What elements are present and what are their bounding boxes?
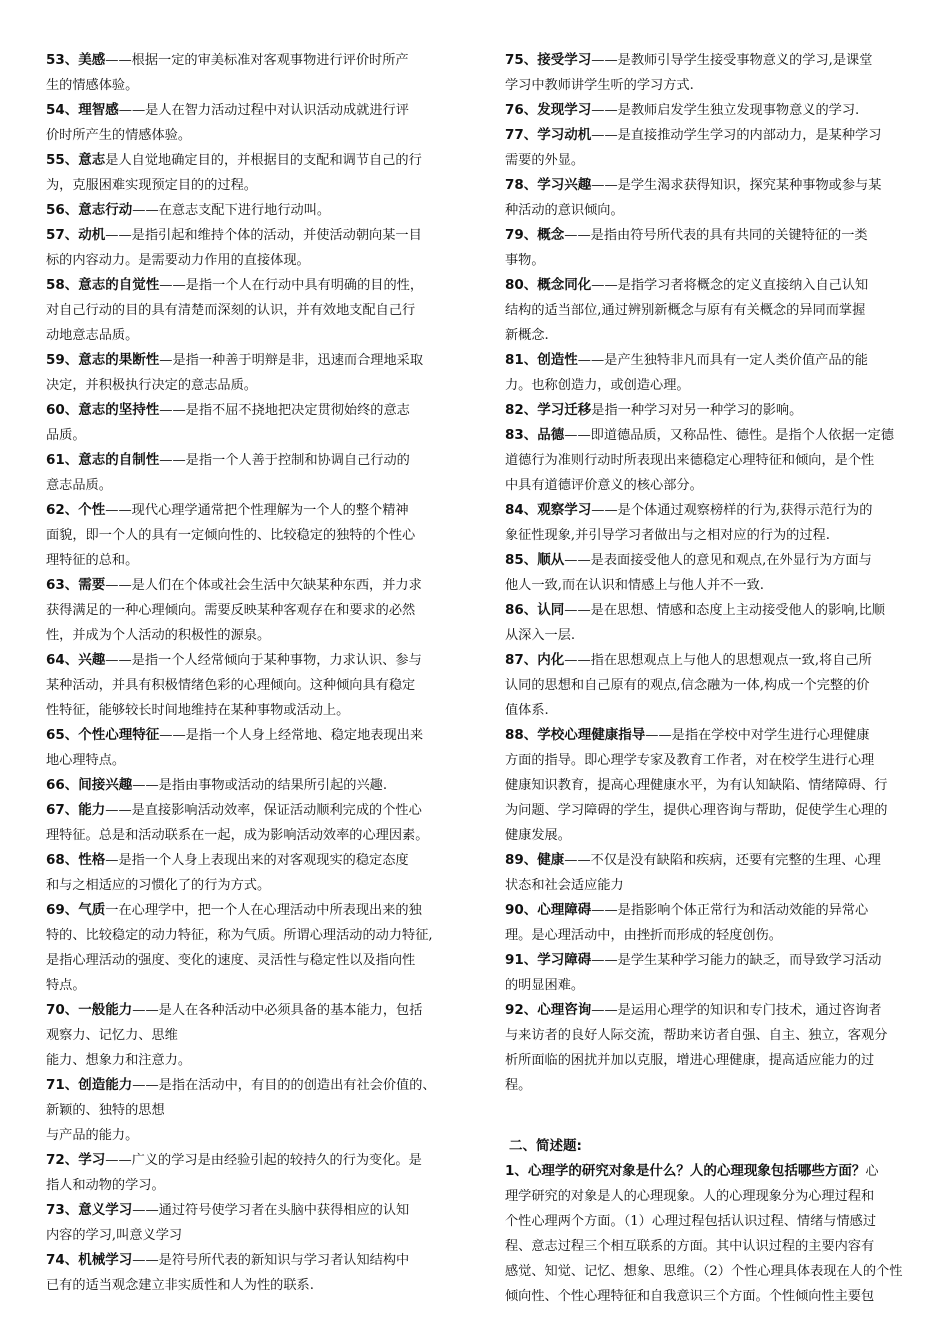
section-heading: 二、简述题: bbox=[509, 1138, 582, 1154]
question-1-line: 倾向性、个性心理特征和自我意识三个方面。个性倾向性主要包 bbox=[505, 1289, 875, 1304]
definition-text: 对自己行动的目的具有清楚而深刻的认识，并有效地支配自己行 bbox=[46, 303, 416, 318]
definition-text: 能力、想象力和注意力。 bbox=[46, 1053, 192, 1068]
definition-text: ——是教师引导学生接受事物意义的学习,是课堂 bbox=[591, 53, 873, 68]
term-label: 81、创造性 bbox=[505, 352, 578, 368]
term-label: 91、学习障碍 bbox=[505, 952, 592, 968]
term-label: 86、认同 bbox=[505, 602, 565, 618]
term-entry bbox=[505, 173, 907, 223]
term-label: 62、个性 bbox=[46, 502, 106, 518]
entry-line bbox=[46, 898, 456, 923]
entry-line bbox=[46, 648, 456, 673]
entry-line bbox=[46, 373, 456, 398]
entry-line bbox=[505, 373, 907, 398]
term-entry bbox=[505, 98, 907, 123]
entry-line bbox=[46, 573, 456, 598]
definition-text: ——是学生某种学习能力的缺乏，而导致学习活动 bbox=[591, 953, 882, 968]
definition-text: ——广义的学习是由经验引起的较持久的行为变化。是 bbox=[105, 1153, 422, 1168]
definition-text: 学习中教师讲学生听的学习方式. bbox=[505, 78, 694, 93]
definition-text: —是指一个人身上表现出来的对客观现实的稳定态度 bbox=[105, 853, 409, 868]
definition-text: ——在意志支配下进行地行动叫。 bbox=[132, 203, 331, 218]
entry-line bbox=[46, 748, 456, 773]
term-label: 70、一般能力 bbox=[46, 1002, 133, 1018]
entry-line bbox=[46, 198, 456, 223]
entry-line bbox=[505, 973, 907, 998]
entry-line bbox=[46, 273, 456, 298]
entry-line bbox=[505, 273, 907, 298]
definition-text: ——是指影响个体正常行为和活动效能的异常心 bbox=[591, 903, 869, 918]
entry-line bbox=[46, 223, 456, 248]
term-entry bbox=[46, 98, 456, 148]
term-entry bbox=[46, 348, 456, 398]
definition-text: 事物。 bbox=[505, 253, 545, 268]
entry-line bbox=[505, 798, 907, 823]
definition-text: ——是符号所代表的新知识与学习者认知结构中 bbox=[132, 1253, 410, 1268]
definition-text: ——是人在各种活动中必须具备的基本能力，包括 bbox=[132, 1003, 423, 1018]
definition-text: 理。是心理活动中，由挫折而形成的轻度创伤。 bbox=[505, 928, 782, 943]
definition-text: ——是指一个人善于控制和协调自己行动的 bbox=[159, 453, 410, 468]
definition-text: 析所面临的困扰并加以克服，增进心理健康，提高适应能力的过 bbox=[505, 1053, 875, 1068]
entry-line bbox=[505, 923, 907, 948]
entry-line bbox=[46, 448, 456, 473]
term-entry bbox=[46, 1073, 456, 1148]
term-label: 79、概念 bbox=[505, 227, 565, 243]
entry-line bbox=[46, 673, 456, 698]
term-entry bbox=[46, 1198, 456, 1248]
term-entry bbox=[505, 223, 907, 273]
term-entry bbox=[505, 648, 907, 723]
term-label: 64、兴趣 bbox=[46, 652, 106, 668]
term-entry bbox=[46, 498, 456, 573]
term-entry bbox=[505, 123, 907, 173]
definition-text: 方面的指导。即心理学专家及教育工作者，对在校学生进行心理 bbox=[505, 753, 875, 768]
definition-text: 力。也称创造力，或创造心理。 bbox=[505, 378, 690, 393]
definition-text: 值体系. bbox=[505, 703, 549, 718]
entry-line bbox=[46, 1248, 456, 1273]
term-label: 85、顺从 bbox=[505, 552, 565, 568]
entry-line bbox=[505, 1048, 907, 1073]
entry-line bbox=[505, 748, 907, 773]
definition-text: 生的情感体验。 bbox=[46, 78, 139, 93]
term-label: 58、意志的自觉性 bbox=[46, 277, 160, 293]
term-label: 56、意志行动 bbox=[46, 202, 133, 218]
term-entry bbox=[46, 198, 456, 223]
entry-line bbox=[505, 523, 907, 548]
definition-text: ——即道德品质，又称品性、德性。是指个人依据一定德 bbox=[564, 428, 894, 443]
entry-line bbox=[46, 98, 456, 123]
definition-text: ——是指在学校中对学生进行心理健康 bbox=[645, 728, 870, 743]
definition-text: 从深入一层. bbox=[505, 628, 576, 643]
entry-line bbox=[505, 298, 907, 323]
definition-text: 动地意志品质。 bbox=[46, 328, 139, 343]
definition-text: 获得满足的一种心理倾向。需要反映某种客观存在和要求的必然 bbox=[46, 603, 416, 618]
term-label: 68、性格 bbox=[46, 852, 106, 868]
term-entry bbox=[46, 648, 456, 723]
definition-text: ——是指引起和维持个体的活动，并使活动朝向某一目 bbox=[105, 228, 422, 243]
entry-line bbox=[505, 623, 907, 648]
definition-text: 与来访者的良好人际交流，帮助来访者自强、自主、独立，客观分 bbox=[505, 1028, 888, 1043]
entry-line bbox=[505, 323, 907, 348]
term-entry bbox=[505, 848, 907, 898]
term-label: 90、心理障碍 bbox=[505, 902, 592, 918]
definition-text: ——是运用心理学的知识和专门技术，通过咨询者 bbox=[591, 1003, 882, 1018]
entry-line bbox=[46, 923, 456, 948]
term-entry bbox=[46, 723, 456, 773]
entry-line bbox=[46, 473, 456, 498]
term-label: 60、意志的坚持性 bbox=[46, 402, 160, 418]
entry-line bbox=[505, 148, 907, 173]
definition-text: ——是表面接受他人的意见和观点,在外显行为方面与 bbox=[564, 553, 872, 568]
term-entry bbox=[505, 548, 907, 598]
entry-line bbox=[505, 598, 907, 623]
entry-line bbox=[505, 98, 907, 123]
entry-line bbox=[46, 1023, 456, 1048]
term-entry bbox=[46, 448, 456, 498]
entry-line bbox=[505, 348, 907, 373]
entry-line bbox=[505, 198, 907, 223]
term-label: 75、接受学习 bbox=[505, 52, 592, 68]
definition-text: 面貌，即一个人的具有一定倾向性的、比较稳定的独特的个性心 bbox=[46, 528, 416, 543]
term-entry bbox=[46, 848, 456, 898]
term-entry bbox=[505, 48, 907, 98]
entry-line bbox=[46, 598, 456, 623]
term-entry bbox=[46, 1148, 456, 1198]
definition-text: ——是指一个人身上经常地、稳定地表现出来 bbox=[159, 728, 424, 743]
question-1-line: 程、意志过程三个相互联系的方面。其中认识过程的主要内容有 bbox=[505, 1239, 875, 1254]
entry-line bbox=[505, 698, 907, 723]
term-label: 53、美感 bbox=[46, 52, 106, 68]
entry-line bbox=[46, 248, 456, 273]
entry-line bbox=[46, 523, 456, 548]
entry-line bbox=[46, 548, 456, 573]
entry-line bbox=[505, 48, 907, 73]
definition-text: 品质。 bbox=[46, 428, 86, 443]
entry-line bbox=[46, 848, 456, 873]
definition-text: 内容的学习,叫意义学习 bbox=[46, 1228, 183, 1243]
term-label: 72、学习 bbox=[46, 1152, 106, 1168]
definition-text: ——是教师启发学生独立发现事物意义的学习. bbox=[591, 103, 860, 118]
definition-text: ——是人在智力活动过程中对认识活动成就进行评 bbox=[118, 103, 409, 118]
entry-line bbox=[505, 1023, 907, 1048]
term-entry bbox=[46, 398, 456, 448]
term-label: 54、理智感 bbox=[46, 102, 119, 118]
term-entry bbox=[46, 273, 456, 348]
definition-text: 中具有道德评价意义的核心部分。 bbox=[505, 478, 703, 493]
entry-line bbox=[46, 1148, 456, 1173]
entry-line bbox=[46, 73, 456, 98]
definition-text: 是人自觉地确定目的，并根据目的支配和调节自己的行 bbox=[105, 153, 422, 168]
entry-line bbox=[46, 998, 456, 1023]
term-entry bbox=[46, 148, 456, 198]
definition-text: 与产品的能力。 bbox=[46, 1128, 139, 1143]
question-1 bbox=[505, 1159, 907, 1309]
term-entry bbox=[505, 398, 907, 423]
definition-text: 决定，并积极执行决定的意志品质。 bbox=[46, 378, 257, 393]
term-label: 67、能力 bbox=[46, 802, 106, 818]
question-1-title-tail: 心 bbox=[865, 1164, 879, 1179]
entry-line bbox=[505, 448, 907, 473]
term-label: 66、间接兴趣 bbox=[46, 777, 133, 793]
entry-line bbox=[46, 1173, 456, 1198]
term-label: 57、动机 bbox=[46, 227, 106, 243]
entry-line bbox=[46, 123, 456, 148]
left-column bbox=[46, 48, 456, 1298]
term-label: 63、需要 bbox=[46, 577, 106, 593]
term-label: 65、个性心理特征 bbox=[46, 727, 160, 743]
definition-text: ——是指一个人在行动中具有明确的目的性， bbox=[159, 278, 424, 293]
definition-text: ——指在思想观点上与他人的思想观点一致,将自己所 bbox=[564, 653, 872, 668]
entry-line bbox=[46, 148, 456, 173]
definition-text: 结构的适当部位,通过辨别新概念与原有有关概念的异同而掌握 bbox=[505, 303, 866, 318]
term-entry bbox=[505, 723, 907, 848]
definition-text: 为，克服困难实现预定目的的过程。 bbox=[46, 178, 257, 193]
section-gap bbox=[505, 1098, 907, 1134]
term-entry bbox=[46, 798, 456, 848]
definition-text: —是指一种善于明辩是非，迅速而合理地采取 bbox=[159, 353, 424, 368]
entry-line bbox=[46, 1198, 456, 1223]
entry-line bbox=[46, 948, 456, 973]
term-entry bbox=[46, 48, 456, 98]
term-label: 83、品德 bbox=[505, 427, 565, 443]
question-1-body bbox=[505, 1184, 907, 1309]
entry-line bbox=[505, 573, 907, 598]
term-label: 69、气质 bbox=[46, 902, 106, 918]
term-label: 77、学习动机 bbox=[505, 127, 592, 143]
term-entry bbox=[505, 998, 907, 1098]
term-entry bbox=[505, 498, 907, 548]
term-entry bbox=[505, 948, 907, 998]
entry-line bbox=[505, 1073, 907, 1098]
definition-text: ——是直接推动学生学习的内部动力，是某种学习 bbox=[591, 128, 882, 143]
entry-line bbox=[505, 223, 907, 248]
entry-line bbox=[46, 323, 456, 348]
definition-text: ——通过符号使学习者在头脑中获得相应的认知 bbox=[132, 1203, 410, 1218]
definition-text: 一在心理学中，把一个人在心理活动中所表现出来的独 bbox=[105, 903, 422, 918]
entry-line bbox=[505, 848, 907, 873]
definition-text: ——根据一定的审美标准对客观事物进行评价时所产 bbox=[105, 53, 409, 68]
definition-text: ——是指由符号所代表的具有共同的关键特征的一类 bbox=[564, 228, 868, 243]
term-label: 61、意志的自制性 bbox=[46, 452, 160, 468]
entry-line bbox=[46, 798, 456, 823]
definition-text: 新概念. bbox=[505, 328, 549, 343]
entry-line bbox=[505, 398, 907, 423]
entry-line bbox=[46, 1098, 456, 1123]
definition-text: 地心理特点。 bbox=[46, 753, 126, 768]
definition-text: 种活动的意识倾向。 bbox=[505, 203, 624, 218]
entry-line bbox=[505, 648, 907, 673]
term-label: 92、心理咨询 bbox=[505, 1002, 592, 1018]
definition-text: 新颖的、独特的思想 bbox=[46, 1103, 165, 1118]
question-1-line: 理学研究的对象是人的心理现象。人的心理现象分为心理过程和 bbox=[505, 1189, 875, 1204]
definition-text: ——是人们在个体或社会生活中欠缺某种东西，并力求 bbox=[105, 578, 422, 593]
definition-text: 意志品质。 bbox=[46, 478, 112, 493]
definition-text: ——不仅是没有缺陷和疾病，还要有完整的生理、心理 bbox=[564, 853, 881, 868]
definition-text: 价时所产生的情感体验。 bbox=[46, 128, 192, 143]
definition-text: 健康发展。 bbox=[505, 828, 571, 843]
definition-text: 性，并成为个人活动的积极性的源泉。 bbox=[46, 628, 271, 643]
entry-line bbox=[505, 473, 907, 498]
definition-text: 标的内容动力。是需要动力作用的直接体现。 bbox=[46, 253, 310, 268]
definition-text: ——是指在活动中，有目的的创造出有社会价值的、 bbox=[132, 1078, 436, 1093]
definition-text: ——是产生独特非凡而具有一定人类价值产品的能 bbox=[577, 353, 868, 368]
entry-line bbox=[505, 948, 907, 973]
definition-text: 是指一种学习对另一种学习的影响。 bbox=[591, 403, 803, 418]
entry-line bbox=[46, 873, 456, 898]
definition-text: 认同的思想和自己原有的观点,信念融为一体,构成一个完整的价 bbox=[505, 678, 870, 693]
definition-text: ——是指由事物或活动的结果所引起的兴趣. bbox=[132, 778, 388, 793]
entry-line bbox=[46, 173, 456, 198]
definition-text: 需要的外显。 bbox=[505, 153, 585, 168]
entry-line bbox=[46, 623, 456, 648]
definition-text: 性特征，能够较长时间地维持在某种事物或活动上。 bbox=[46, 703, 350, 718]
term-label: 74、机械学习 bbox=[46, 1252, 133, 1268]
entry-line bbox=[46, 1048, 456, 1073]
definition-text: 特的、比较稳定的动力特征，称为气质。所谓心理活动的动力特征, bbox=[46, 928, 433, 943]
entry-line bbox=[46, 1273, 456, 1298]
definition-text: 和与之相适应的习惯化了的行为方式。 bbox=[46, 878, 271, 893]
definition-text: 他人一致,而在认识和情感上与他人并不一致. bbox=[505, 578, 764, 593]
definition-text: 是指心理活动的强度、变化的速度、灵活性与稳定性以及指向性 bbox=[46, 953, 416, 968]
term-label: 78、学习兴趣 bbox=[505, 177, 592, 193]
term-entry bbox=[46, 573, 456, 648]
entry-line bbox=[505, 123, 907, 148]
entry-line bbox=[505, 723, 907, 748]
term-label: 87、内化 bbox=[505, 652, 565, 668]
term-label: 82、学习迁移 bbox=[505, 402, 592, 418]
term-entry bbox=[505, 898, 907, 948]
question-1-first-line bbox=[505, 1159, 907, 1184]
question-1-line: 感觉、知觉、记忆、想象、思维。（2）个性心理具体表现在人的个性 bbox=[505, 1264, 903, 1279]
term-label: 55、意志 bbox=[46, 152, 106, 168]
entry-line bbox=[505, 498, 907, 523]
entry-line bbox=[46, 723, 456, 748]
term-entry bbox=[505, 348, 907, 398]
entry-line bbox=[505, 423, 907, 448]
entry-line bbox=[505, 173, 907, 198]
term-label: 76、发现学习 bbox=[505, 102, 592, 118]
entry-line bbox=[46, 423, 456, 448]
entry-line bbox=[46, 773, 456, 798]
entry-line bbox=[46, 1073, 456, 1098]
entry-line bbox=[46, 1223, 456, 1248]
right-column bbox=[505, 48, 907, 1309]
entry-line bbox=[46, 48, 456, 73]
entry-line bbox=[46, 698, 456, 723]
definition-text: 道德行为准则行动时所表现出来德稳定心理特征和倾向，是个性 bbox=[505, 453, 875, 468]
term-label: 73、意义学习 bbox=[46, 1202, 133, 1218]
term-entry bbox=[46, 1248, 456, 1298]
entry-line bbox=[46, 398, 456, 423]
entry-line bbox=[505, 248, 907, 273]
entry-line bbox=[505, 773, 907, 798]
definition-text: 指人和动物的学习。 bbox=[46, 1178, 165, 1193]
definition-text: 观察力、记忆力、思维 bbox=[46, 1028, 178, 1043]
entry-line bbox=[505, 823, 907, 848]
term-entry bbox=[46, 773, 456, 798]
entry-line bbox=[505, 998, 907, 1023]
right-entries bbox=[505, 48, 907, 1098]
definition-text: 状态和社会适应能力 bbox=[505, 878, 624, 893]
term-label: 59、意志的果断性 bbox=[46, 352, 160, 368]
definition-text: ——是指学习者将概念的定义直接纳入自己认知 bbox=[591, 278, 869, 293]
entry-line bbox=[46, 348, 456, 373]
definition-text: 理特征。总是和活动联系在一起，成为影响活动效率的心理因素。 bbox=[46, 828, 429, 843]
entry-line bbox=[505, 873, 907, 898]
definition-text: ——现代心理学通常把个性理解为一个人的整个精神 bbox=[105, 503, 409, 518]
term-label: 84、观察学习 bbox=[505, 502, 592, 518]
term-entry bbox=[46, 223, 456, 273]
term-entry bbox=[46, 998, 456, 1073]
term-label: 80、概念同化 bbox=[505, 277, 592, 293]
definition-text: ——是在思想、情感和态度上主动接受他人的影响,比顺 bbox=[564, 603, 885, 618]
term-label: 88、学校心理健康指导 bbox=[505, 727, 646, 743]
definition-text: ——是指一个人经常倾向于某种事物，力求认识、参与 bbox=[105, 653, 422, 668]
definition-text: ——是指不屈不挠地把决定贯彻始终的意志 bbox=[159, 403, 410, 418]
question-1-title: 1、心理学的研究对象是什么？人的心理现象包括哪些方面？ bbox=[505, 1163, 866, 1179]
term-entry bbox=[46, 898, 456, 998]
term-entry bbox=[505, 598, 907, 648]
entry-line bbox=[46, 298, 456, 323]
entry-line bbox=[46, 973, 456, 998]
definition-text: 为问题、学习障碍的学生，提供心理咨询与帮助，促使学生心理的 bbox=[505, 803, 888, 818]
definition-text: ——是学生渴求获得知识，探究某种事物或参与某 bbox=[591, 178, 882, 193]
entry-line bbox=[505, 673, 907, 698]
definition-text: 某种活动，并具有积极情绪色彩的心理倾向。这种倾向具有稳定 bbox=[46, 678, 416, 693]
definition-text: ——是直接影响活动效率，保证活动顺利完成的个性心 bbox=[105, 803, 422, 818]
definition-text: 健康知识教育，提高心理健康水平，为有认知缺陷、情绪障碍、行 bbox=[505, 778, 888, 793]
definition-text: ——是个体通过观察榜样的行为,获得示范行为的 bbox=[591, 503, 873, 518]
term-label: 89、健康 bbox=[505, 852, 565, 868]
term-label: 71、创造能力 bbox=[46, 1077, 133, 1093]
entry-line bbox=[505, 898, 907, 923]
entry-line bbox=[505, 548, 907, 573]
entry-line bbox=[505, 73, 907, 98]
term-entry bbox=[505, 423, 907, 498]
entry-line bbox=[46, 1123, 456, 1148]
term-entry bbox=[505, 273, 907, 348]
definition-text: 程。 bbox=[505, 1078, 532, 1093]
definition-text: 象征性现象,并引导学习者做出与之相对应的行为的过程. bbox=[505, 528, 830, 543]
definition-text: 特点。 bbox=[46, 978, 86, 993]
definition-text: 已有的适当观念建立非实质性和人为性的联系. bbox=[46, 1278, 314, 1293]
entry-line bbox=[46, 498, 456, 523]
question-1-line: 个性心理两个方面。（1）心理过程包括认识过程、情绪与情感过 bbox=[505, 1214, 877, 1229]
entry-line bbox=[46, 823, 456, 848]
definition-text: 理特征的总和。 bbox=[46, 553, 139, 568]
definition-text: 的明显困难。 bbox=[505, 978, 585, 993]
